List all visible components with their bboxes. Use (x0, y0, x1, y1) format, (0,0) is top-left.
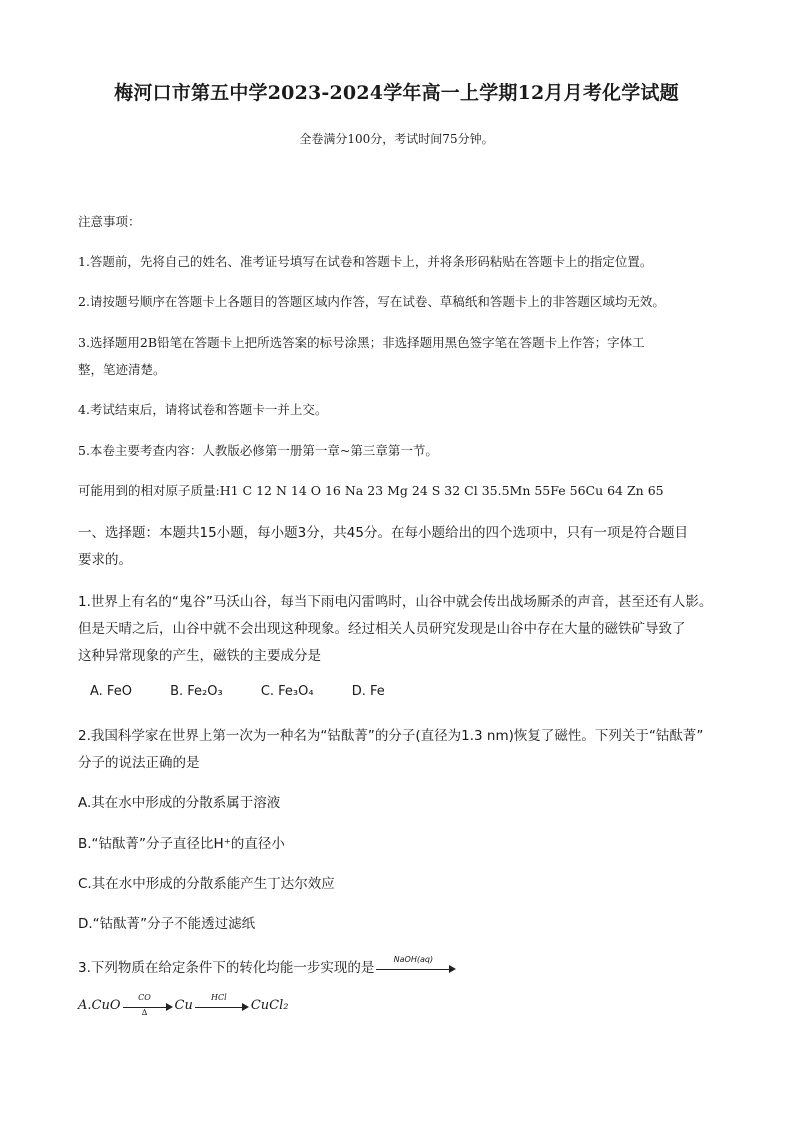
question-1-option-d: D. Fe (351, 684, 385, 699)
question-2-option-a: A.其在水中形成的分散系属于溶液 (78, 795, 281, 811)
question-2-option-b: B.“钴酞菁”分子直径比H⁺的直径小 (78, 836, 285, 852)
note-item-4: 4.考试结束后，请将试卷和答题卡一并上交。 (78, 402, 328, 417)
question-3-stem (78, 956, 458, 976)
reaction-condition: CO (138, 992, 151, 1002)
reaction-condition: HCl (211, 992, 227, 1002)
note-item-3-line-2: 整，笔迹清楚。 (78, 362, 166, 377)
question-2-option-d: D.“钴酞菁”分子不能透过滤纸 (78, 916, 256, 932)
atomic-masses: 可能用到的相对原子质量:H1 C 12 N 14 O 16 Na 23 Mg 24 S 32 Cl 35.5Mn 55Fe 56Cu 64 Zn 65 (78, 483, 664, 498)
note-item-1: 1.答题前，先将自己的姓名、准考证号填写在试卷和答题卡上，并将条形码粘贴在答题卡上的指定位置。 (78, 254, 653, 269)
intermediate: Cu (174, 998, 193, 1013)
note-item-5: 5.本卷主要考查内容：人教版必修第一册第一章~第三章第一节。 (78, 443, 438, 458)
section-1-line-2: 要求的。 (78, 552, 132, 568)
notes-heading: 注意事项： (78, 214, 141, 229)
reaction-arrow (376, 955, 456, 975)
reaction-arrow (123, 992, 173, 1017)
question-2-option-c: C.其在水中形成的分散系能产生丁达尔效应 (78, 876, 335, 892)
question-3-option-a (78, 992, 289, 1017)
note-item-3-line-1: 3.选择题用2B铅笔在答题卡上把所选答案的标号涂黑；非选择题用黑色签字笔在答题卡上作答；字体工 (78, 335, 645, 350)
exam-info: 全卷满分100分，考试时间75分钟。 (299, 132, 494, 146)
reactant: A.CuO (78, 998, 121, 1013)
question-1-options (90, 684, 419, 699)
note-item-2: 2.请按题号顺序在答题卡上各题目的答题区域内作答，写在试卷、草稿纸和答题卡上的非答题区域均无效。 (78, 294, 665, 309)
question-1-line-2: 但是天晴之后，山谷中就不会出现这种现象。经过相关人员研究发现是山谷中存在大量的磁铁矿导致了 (78, 621, 686, 637)
question-2-line-2: 分子的说法正确的是 (78, 755, 200, 771)
product: CuCl₂ (250, 998, 289, 1013)
question-1-line-3: 这种异常现象的产生，磁铁的主要成分是 (78, 648, 321, 664)
question-2-line-1: 2.我国科学家在世界上第一次为一种名为“钴酞菁”的分子(直径为1.3 nm)恢复了磁性。下列关于“钴酞菁” (78, 728, 704, 744)
reaction-arrow (195, 992, 249, 1013)
question-3-stem-text: 3.下列物质在给定条件下的转化均能一步实现的是 (78, 960, 375, 976)
question-1-option-a: A. FeO (90, 684, 132, 699)
question-1-option-c: C. Fe₃O₄ (260, 684, 314, 699)
section-1-line-1: 一、选择题：本题共15小题，每小题3分，共45分。在每小题给出的四个选项中，只有一项是符合题目 (78, 525, 688, 541)
page-title: 梅河口市第五中学2023-2024学年高一上学期12月月考化学试题 (114, 82, 679, 104)
reaction-condition: NaOH(aq) (393, 955, 434, 964)
question-1-line-1: 1.世界上有名的“鬼谷”马沃山谷，每当下雨电闪雷鸣时，山谷中就会传出战场厮杀的声音，甚至还有人影。 (78, 594, 713, 610)
reaction-condition: ∆ (141, 1007, 148, 1017)
question-1-option-b: B. Fe₂O₃ (170, 684, 223, 699)
